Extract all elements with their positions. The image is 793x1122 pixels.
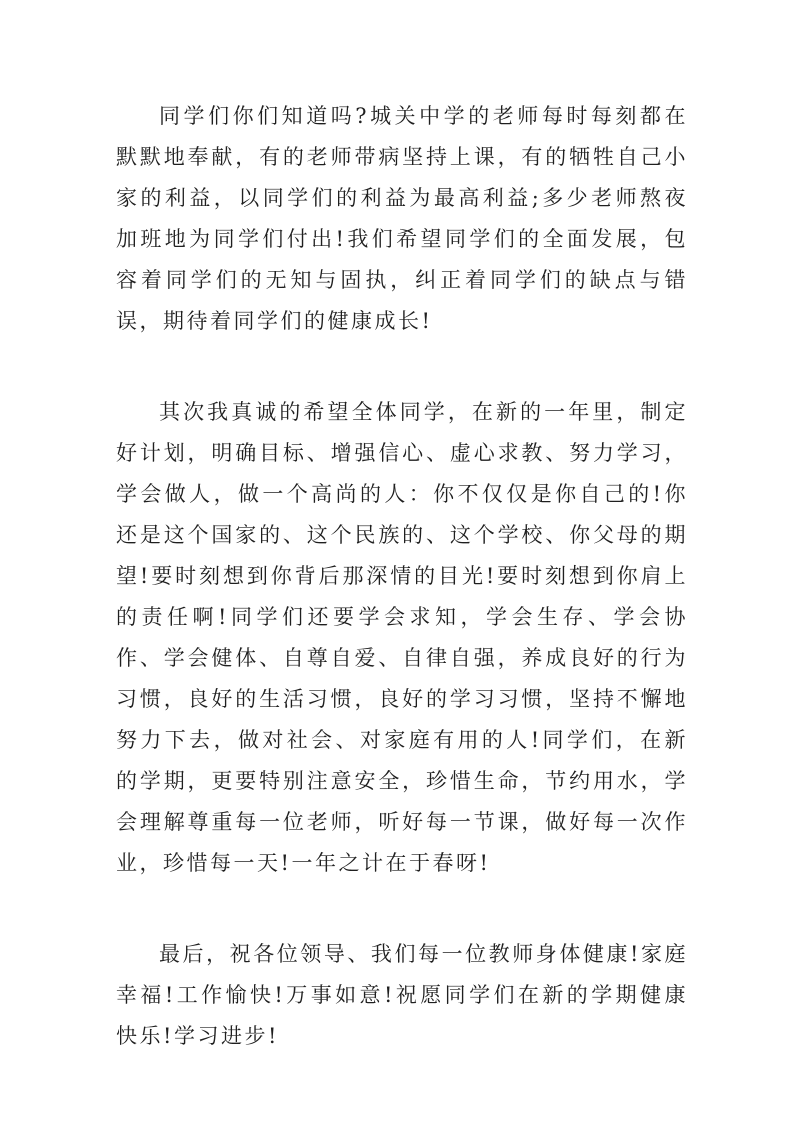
paragraph-teachers-dedication: 同学们你们知道吗?城关中学的老师每时每刻都在默默地奉献，有的老师带病坚持上课，有的牺牲自己小家的利益，以同学们的利益为最高利益;多少老师熬夜加班地为同学们付出!我们希望同学们的全面发展，包容着同学们的无知与固执，纠正着同学们的缺点与错误，期待着同学们的健康成长! bbox=[116, 104, 688, 333]
paragraph-hopes-for-students: 其次我真诚的希望全体同学，在新的一年里，制定好计划，明确目标、增强信心、虚心求教、努力学习，学会做人，做一个高尚的人：你不仅仅是你自己的!你还是这个国家的、这个民族的、这个学校、你父母的期望!要时刻想到你背后那深情的目光!要时刻想到你肩上的责任啊!同学们还要学会求知，学会生存、学会协作、学会健体、自尊自爱、自律自强，养成良好的行为习惯，良好的生活习惯，良好的学习习惯，坚持不懈地努力下去，做对社会、对家庭有用的人!同学们，在新的学期，更要特别注意安全，珍惜生命，节约用水，学会理解尊重每一位老师，听好每一节课，做好每一次作业，珍惜每一天!一年之计在于春呀! bbox=[116, 400, 688, 875]
paragraph-closing-wishes: 最后，祝各位领导、我们每一位教师身体健康!家庭幸福!工作愉快!万事如意!祝愿同学们在新的学期健康快乐!学习进步! bbox=[116, 942, 688, 1048]
